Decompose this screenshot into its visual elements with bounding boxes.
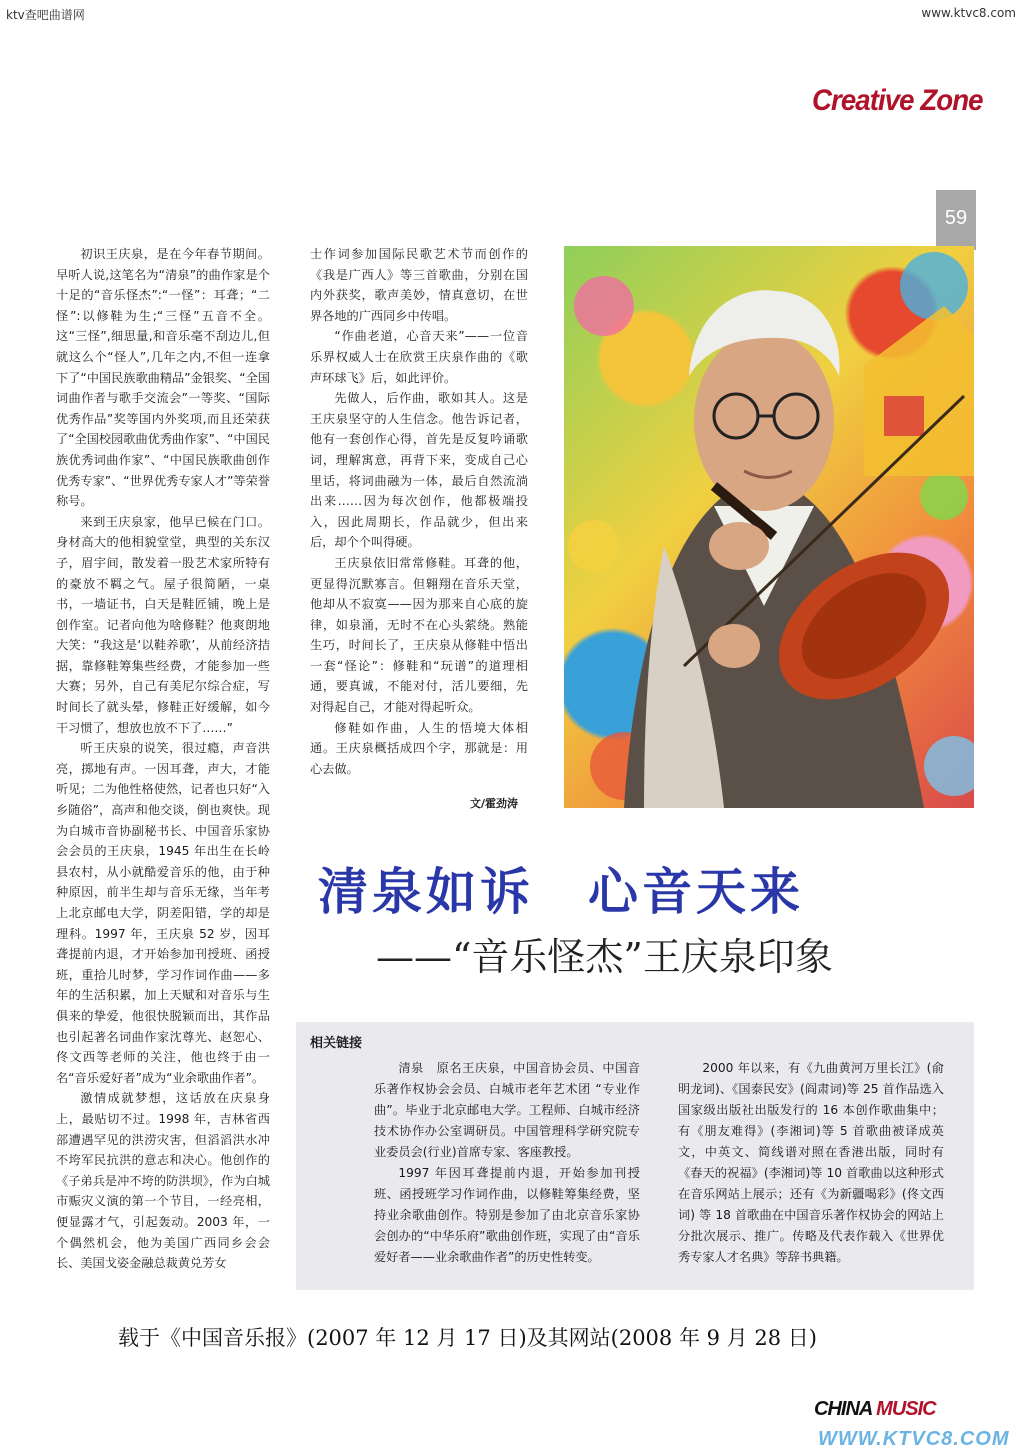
related-links-box [296, 1022, 974, 1290]
watermark-url: www.ktvc8.com [921, 6, 1016, 20]
violinist-photo [564, 246, 974, 808]
paragraph: 清泉 原名王庆泉，中国音协会员、中国音乐著作权协会会员、白城市老年艺术团 “专业作曲”。毕业于北京邮电大学。工程师、白城市经济技术协作办公室调研员。中国管理科学研究院专业委员会(行业)首席专家、客座教授。 [374, 1061, 640, 1159]
paragraph: 2000 年以来，有《九曲黄河万里长江》(俞明龙词)、《国泰民安》(阎肃词)等 25 首作品选入国家级出版社出版发行的 16 本创作歌曲集中；有《朋友难得》(李湘词)等 5 首歌曲被译成英文，中英文、简线谱对照在香港出版，同时有《春天的祝福》(李湘词)等 10 首歌曲以这种形式在音乐网站上展示；还有《为新疆喝彩》(佟文西词) 等 18 首歌曲在中国音乐著作权协会的网站上分批次展示、推广。传略及代表作载入《世界优秀专家人才名典》等辞书典籍。 [678, 1061, 944, 1264]
paragraph: 先做人，后作曲，歌如其人。这是王庆泉坚守的人生信念。他告诉记者，他有一套创作心得，首先是反复吟诵歌词，理解寓意，再背下来，变成自己心里话，将词曲融为一体，最后自然流淌出来……因为每次创作，他都极端投入，因此周期长，作品就少，但出来后，却个个叫得硬。 [310, 391, 528, 550]
paragraph: 士作词参加国际民歌艺术节而创作的《我是广西人》等三首歌曲，分别在国内外获奖，歌声美妙，情真意切，在世界各地的广西同乡中传唱。 [310, 247, 528, 323]
watermark-site-name: ktv查吧曲谱网 [6, 8, 85, 22]
violinist-illustration [564, 246, 974, 808]
related-column-left [374, 1058, 640, 1268]
paragraph: 激情成就梦想，这话放在庆泉身上，最贴切不过。1998 年，吉林省西部遭遇罕见的洪涝灾害，但滔滔洪水冲不垮军民抗洪的意志和决心。他创作的《子弟兵是冲不垮的防洪坝》，作为白城市赈灾义演的第一个节目，一经亮相，便显露才气，引起轰动。2003 年，一个偶然机会，他为美国广西同乡会会长、美国戈姿金融总裁黄兑芳女 [56, 1091, 270, 1271]
article-title: 清泉如诉 心音天来 [318, 863, 804, 921]
paragraph: 1997 年因耳聋提前内退，开始参加刊授班、函授班学习作词作曲，以修鞋筹集经费，坚持业余歌曲创作。特别是参加了由北京音乐家协会创办的“中华乐府”歌曲创作班，实现了由“音乐爱好者——业余歌曲作者”的历史性转变。 [374, 1166, 640, 1264]
brand-part-china: CHINA [814, 1398, 877, 1420]
paragraph: 修鞋如作曲，人生的悟境大体相通。王庆泉概括成四个字，那就是：用心去做。 [310, 720, 528, 776]
brand-part-music: MUSIC [876, 1398, 936, 1420]
paragraph: “作曲老道，心音天来”——一位音乐界权威人士在欣赏王庆泉作曲的《歌声环球飞》后，如此评价。 [310, 329, 528, 385]
page-number-tab [936, 190, 976, 250]
paragraph: 听王庆泉的说笑，很过瘾，声音洪亮，掷地有声。一因耳聋，声大，才能听见；二为他性格使然，记者也只好“入乡随俗”，高声和他交谈，倒也爽快。现为白城市音协副秘书长、中国音乐家协会会员的王庆泉，1945 年出生在长岭县农村，从小就酷爱音乐的他，由于种种原因，前半生却与音乐无缘，当年考上北京邮电大学，阴差阳错，学的却是理科。1997 年，王庆泉 52 岁，因耳聋提前内退，才开始参加刊授班、函授班，重拾儿时梦，学习作词作曲——多年的生活积累，加上天赋和对音乐与生俱来的挚爱，他很快脱颖而出，其作品也引起著名词曲作家沈尊光、赵恕心、佟文西等老师的关注，他也终于由一名“音乐爱好者”成为“业余歌曲作者”。 [56, 741, 270, 1085]
watermark-bottom-url: WWW.KTVC8.COM [818, 1428, 1010, 1450]
byline: 文/霍劲涛 [470, 797, 519, 810]
page-number: 59 [944, 207, 968, 229]
article-subtitle: ——“音乐怪杰”王庆泉印象 [376, 935, 833, 979]
magazine-brand [814, 1398, 936, 1421]
paragraph: 来到王庆泉家，他早已候在门口。身材高大的他相貌堂堂，典型的关东汉子，眉宇间，散发着一股艺术家所特有的豪放不羁之气。屋子很简陋，一桌书，一墙证书，白天是鞋匠铺，晚上是创作室。记者向他为啥修鞋？他爽朗地大笑：“我这是‘以鞋养歌’，从前经济拮据，靠修鞋筹集些经费，才能参加一些大赛；另外，自己有美尼尔综合症，写时间长了就头晕，修鞋正好缓解，如今干习惯了，想放也放不下了……” [56, 514, 270, 735]
article-column-1 [56, 244, 270, 1274]
paragraph: 初识王庆泉，是在今年春节期间。早听人说,这笔名为“清泉”的曲作家是个十足的“音乐怪杰”:“一怪”：耳聋；“二怪”:以修鞋为生;“三怪”五音不全。这“三怪”,细思量,和音乐毫不刮边儿,但就这么个“怪人”,几年之内,不但一连拿下了“中国民族歌曲精品”金银奖、“全国词曲作者与歌手交流会”一等奖、“国际优秀作品”奖等国内外奖项,而且还荣获了“全国校园歌曲优秀曲作家”、“中国民族优秀词曲作家”、“中国民族歌曲创作优秀专家”、“世界优秀专家人才”等荣誉称号。 [56, 247, 270, 509]
source-note: 载于《中国音乐报》(2007 年 12 月 17 日)及其网站(2008 年 9 月 28 日) [118, 1326, 817, 1350]
paragraph: 王庆泉依旧常常修鞋。耳聋的他，更显得沉默寡言。但翱翔在音乐天堂，他却从不寂寞——因为那来自心底的旋律，如泉涌，无时不在心头萦绕。熟能生巧，时间长了，王庆泉从修鞋中悟出一套“怪论”：修鞋和“玩谱”的道理相通，要真诚，不能对付，活儿要细，先对得起自己，才能对得起听众。 [310, 555, 528, 715]
related-links-heading: 相关链接 [310, 1036, 363, 1051]
related-column-right [678, 1058, 944, 1268]
section-label: Creative Zone [812, 84, 983, 117]
article-column-2 [310, 244, 528, 779]
